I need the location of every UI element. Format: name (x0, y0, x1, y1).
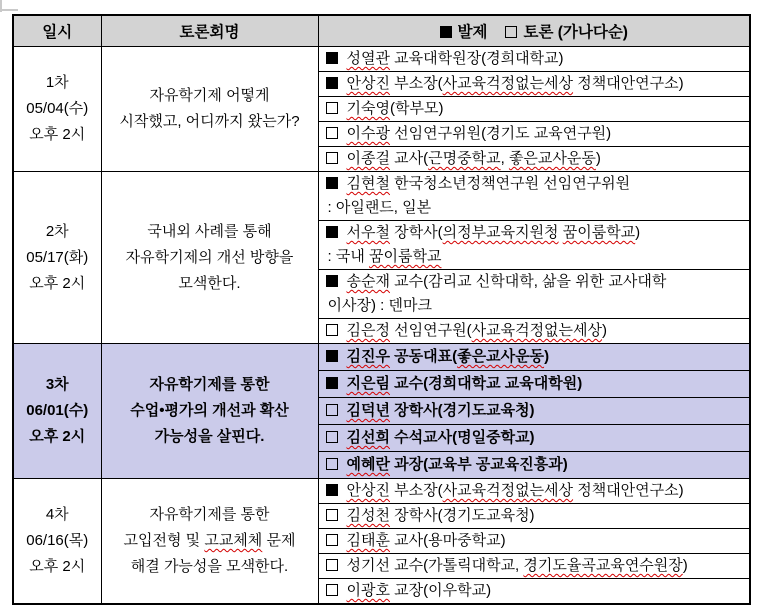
session-date-line: 2차 (45, 222, 69, 240)
panelist-text: 김선희 수석교사(명일중학교) (346, 429, 535, 446)
filled-square-icon (326, 52, 338, 64)
session-topic-line: 수업•평가의 개선과 확산 (130, 402, 289, 419)
panelist-cell (318, 479, 750, 504)
session-date-line: 오후 2시 (29, 274, 86, 292)
panelist-line (326, 504, 746, 528)
header-cell-panel (318, 15, 750, 47)
panelist-line (326, 579, 746, 603)
table-row (13, 172, 750, 221)
panelist-cell (318, 504, 750, 529)
panelist-text: 김현철 한국청소년정책연구원 선임연구위원 (346, 175, 631, 192)
empty-square-icon (326, 127, 338, 139)
alphabetical-order-note: (가나다순) (557, 24, 628, 41)
session-date-line: 3차 (45, 376, 69, 393)
session-topic-cell (101, 172, 318, 344)
session-topic-cell (101, 344, 318, 479)
session-date-cell (13, 344, 101, 479)
panelist-text: 안상진 부소장(사교육걱정없는세상 정책대안연구소) (346, 482, 684, 499)
panelist-line (326, 479, 746, 503)
panelist-text: 서우철 장학사(의정부교육지원청 꿈이룸학교) (346, 224, 641, 241)
panelist-line (326, 529, 746, 553)
panelist-line (326, 172, 746, 196)
empty-square-icon (326, 584, 338, 596)
session-date-line: 05/04(수) (26, 100, 89, 117)
empty-square-icon (326, 509, 338, 521)
panelist-line (326, 398, 746, 424)
panelist-line (326, 425, 746, 451)
panelist-continuation-line: : 국내 꿈이룸학교 (327, 248, 442, 265)
empty-square-icon (326, 404, 338, 416)
panelist-line (326, 47, 746, 71)
session-topic-line: 가능성을 살핀다. (154, 428, 265, 445)
panelist-line (326, 97, 746, 121)
panelist-line (326, 344, 746, 370)
session-topic-line: 자유학기제의 개선 방향을 (125, 248, 294, 266)
cutoff-element-fragment (0, 9, 18, 11)
session-topic-line: 자유학기제 어떻게 (149, 87, 270, 104)
session-date-cell (13, 172, 101, 344)
table-row (13, 344, 750, 371)
header-topic-label: 토론회명 (179, 24, 240, 41)
panelist-cell (318, 319, 750, 344)
filled-square-icon (326, 275, 338, 287)
panelist-cell (318, 97, 750, 122)
panelist-cell (318, 72, 750, 97)
panelist-cell (318, 122, 750, 147)
panelist-continuation-line: 이사장) : 덴마크 (327, 297, 432, 314)
header-row (13, 15, 750, 47)
panelist-text: 이수광 선임연구위원(경기도 교육연구원) (346, 125, 612, 142)
panelist-cell (318, 579, 750, 605)
panelist-continuation-line: : 아일랜드, 일본 (327, 199, 432, 216)
session-topic-cell (101, 479, 318, 605)
session-date-line: 오후 2시 (29, 126, 86, 143)
filled-square-icon (326, 377, 338, 389)
filled-square-icon (326, 77, 338, 89)
session-date-cell (13, 479, 101, 605)
session-topic-line: 자유학기제를 통한 (149, 506, 270, 523)
empty-square-icon (505, 26, 517, 38)
table-body (13, 47, 750, 605)
discussion-schedule-table (12, 14, 751, 605)
panelist-line (326, 122, 746, 146)
panelist-cell (318, 371, 750, 398)
header-cell-date (13, 15, 101, 47)
panelist-cell (318, 344, 750, 371)
panelist-text: 이종걸 교사(근명중학교, 좋은교사운동) (346, 150, 601, 167)
panelist-text: 성기선 교수(가톨릭대학교, 경기도율곡교육연수원장) (346, 557, 688, 574)
empty-square-icon (326, 102, 338, 114)
session-topic-line: 해결 가능성을 모색한다. (130, 558, 289, 575)
session-date-line: 4차 (45, 506, 69, 523)
header-cell-topic (101, 15, 318, 47)
session-date-line: 06/16(목) (26, 532, 89, 549)
presenter-legend-label: 발제 (457, 24, 488, 41)
session-date-line: 06/01(수) (26, 402, 89, 419)
panelist-cell (318, 270, 750, 319)
panelist-text: 이광호 교장(이우학교) (346, 582, 492, 599)
session-topic-line: 자유학기제를 통한 (149, 376, 270, 393)
empty-square-icon (326, 324, 338, 336)
session-topic-cell (101, 47, 318, 172)
panelist-text: 성열관 교육대학원장(경희대학교) (346, 50, 564, 67)
panelist-cell (318, 398, 750, 425)
panelist-text: 지은림 교수(경희대학교 교육대학원) (346, 375, 583, 392)
discussant-legend-label: 토론 (523, 24, 554, 41)
panelist-text: 예혜란 과장(교육부 공교육진흥과) (346, 456, 568, 473)
panelist-text: 김성천 장학사(경기도교육청) (346, 507, 535, 524)
session-date-line: 1차 (45, 74, 69, 91)
table-row (13, 479, 750, 504)
panelist-line (326, 319, 746, 343)
empty-square-icon (326, 152, 338, 164)
panelist-text: 기숙영(학부모) (346, 100, 444, 117)
panelist-cell (318, 425, 750, 452)
panelist-cell (318, 147, 750, 172)
table-header (13, 15, 750, 47)
panelist-text: 김은정 선임연구원(사교육걱정없는세상) (346, 322, 608, 339)
panelist-line (326, 452, 746, 478)
empty-square-icon (326, 458, 338, 470)
empty-square-icon (326, 559, 338, 571)
panelist-text: 안상진 부소장(사교육걱정없는세상 정책대안연구소) (346, 75, 684, 92)
empty-square-icon (326, 431, 338, 443)
panelist-text: 송순재 교수(감리교 신학대학, 삶을 위한 교사대학 (346, 273, 667, 290)
panelist-line (326, 554, 746, 578)
panelist-cell (318, 47, 750, 72)
filled-square-icon (326, 177, 338, 189)
panelist-cell (318, 529, 750, 554)
session-topic-line: 고입전형 및 고교체체 문제 (123, 532, 296, 549)
panelist-cell (318, 554, 750, 579)
panelist-line (326, 147, 746, 171)
panelist-cell (318, 221, 750, 270)
session-topic-line: 모색한다. (178, 274, 241, 292)
table-row (13, 47, 750, 72)
panelist-text: 김태훈 교사(용마중학교) (346, 532, 506, 549)
session-date-line: 오후 2시 (29, 558, 86, 575)
panelist-line (326, 371, 746, 397)
header-date-label: 일시 (42, 24, 73, 41)
panelist-line (326, 221, 746, 245)
session-date-cell (13, 47, 101, 172)
filled-square-icon (440, 26, 452, 38)
panelist-text: 김덕년 장학사(경기도교육청) (346, 402, 535, 419)
session-date-line: 오후 2시 (29, 428, 86, 445)
filled-square-icon (326, 484, 338, 496)
panelist-line (326, 72, 746, 96)
filled-square-icon (326, 350, 338, 362)
session-date-line: 05/17(화) (26, 248, 89, 266)
panelist-text: 김진우 공동대표(좋은교사운동) (346, 348, 550, 365)
empty-square-icon (326, 534, 338, 546)
panelist-cell (318, 452, 750, 479)
panelist-cell (318, 172, 750, 221)
session-topic-line: 국내외 사례를 통해 (147, 222, 272, 240)
panelist-line (326, 270, 746, 294)
filled-square-icon (326, 226, 338, 238)
session-topic-line: 시작했고, 어디까지 왔는가? (119, 113, 300, 130)
